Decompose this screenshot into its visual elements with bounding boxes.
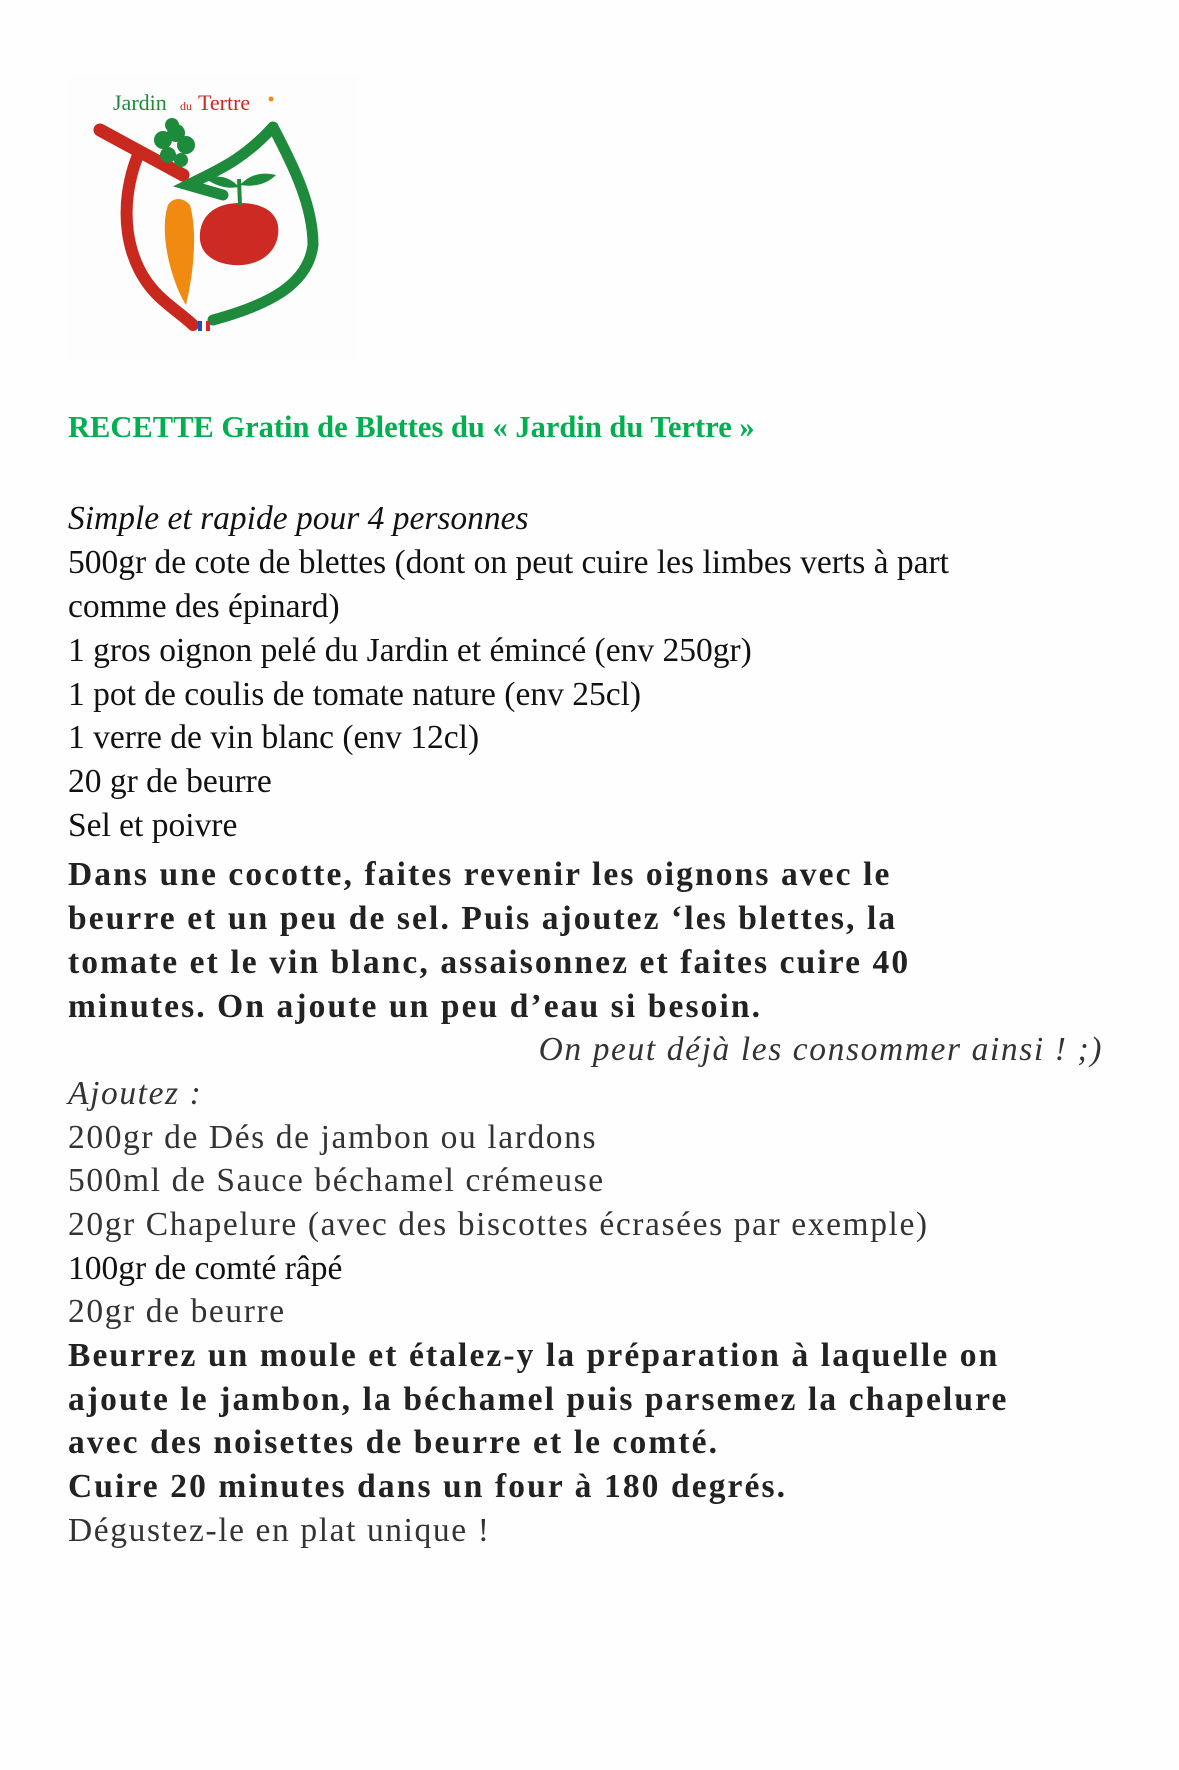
logo-text-tertre: Tertre: [198, 90, 251, 115]
instruction-line: tomate et le vin blanc, assaisonnez et faites cuire 40: [68, 944, 911, 981]
ingredient-line: 100gr de comté râpé: [68, 1250, 343, 1287]
logo-text-jardin: Jardin: [113, 90, 167, 115]
ingredient-line: 20gr de beurre: [68, 1293, 286, 1330]
instruction-line: avec des noisettes de beurre et le comté.: [68, 1424, 720, 1461]
ingredient-line: 20 gr de beurre: [68, 763, 272, 800]
instruction-line: Dans une cocotte, faites revenir les oignons avec le: [68, 856, 892, 893]
ingredient-line: Sel et poivre: [68, 807, 238, 844]
ingredient-line: 200gr de Dés de jambon ou lardons: [68, 1119, 598, 1156]
recipe-subtitle: Simple et rapide pour 4 personnes: [68, 500, 529, 537]
recipe-title: RECETTE Gratin de Blettes du « Jardin du Tertre »: [68, 410, 755, 444]
logo-illustration-icon: [68, 75, 358, 360]
ingredient-line: 20gr Chapelure (avec des biscottes écrasées par exemple): [68, 1206, 929, 1243]
add-heading: Ajoutez :: [68, 1075, 203, 1112]
instruction-line: ajoute le jambon, la béchamel puis parsemez la chapelure: [68, 1381, 1009, 1418]
logo-text-du: du: [180, 99, 192, 113]
ingredient-line: 500ml de Sauce béchamel crémeuse: [68, 1162, 605, 1199]
ingredient-line: 1 pot de coulis de tomate nature (env 25cl): [68, 676, 642, 713]
instruction-line: Cuire 20 minutes dans un four à 180 degrés.: [68, 1468, 788, 1505]
ingredient-line: 1 verre de vin blanc (env 12cl): [68, 719, 480, 756]
instruction-line: Beurrez un moule et étalez-y la préparation à laquelle on: [68, 1337, 1000, 1374]
instruction-line: minutes. On ajoute un peu d’eau si besoin.: [68, 988, 763, 1025]
ingredient-line: comme des épinard): [68, 588, 340, 625]
serving-note: On peut déjà les consommer ainsi ! ;): [538, 1031, 1103, 1068]
ingredient-line: 500gr de cote de blettes (dont on peut cuire les limbes verts à part: [68, 544, 949, 581]
ingredient-line: 1 gros oignon pelé du Jardin et émincé (env 250gr): [68, 632, 752, 669]
instruction-line: beurre et un peu de sel. Puis ajoutez ‘les blettes, la: [68, 900, 898, 937]
closing-line: Dégustez-le en plat unique !: [68, 1512, 491, 1549]
jardin-du-tertre-logo: [68, 75, 358, 360]
